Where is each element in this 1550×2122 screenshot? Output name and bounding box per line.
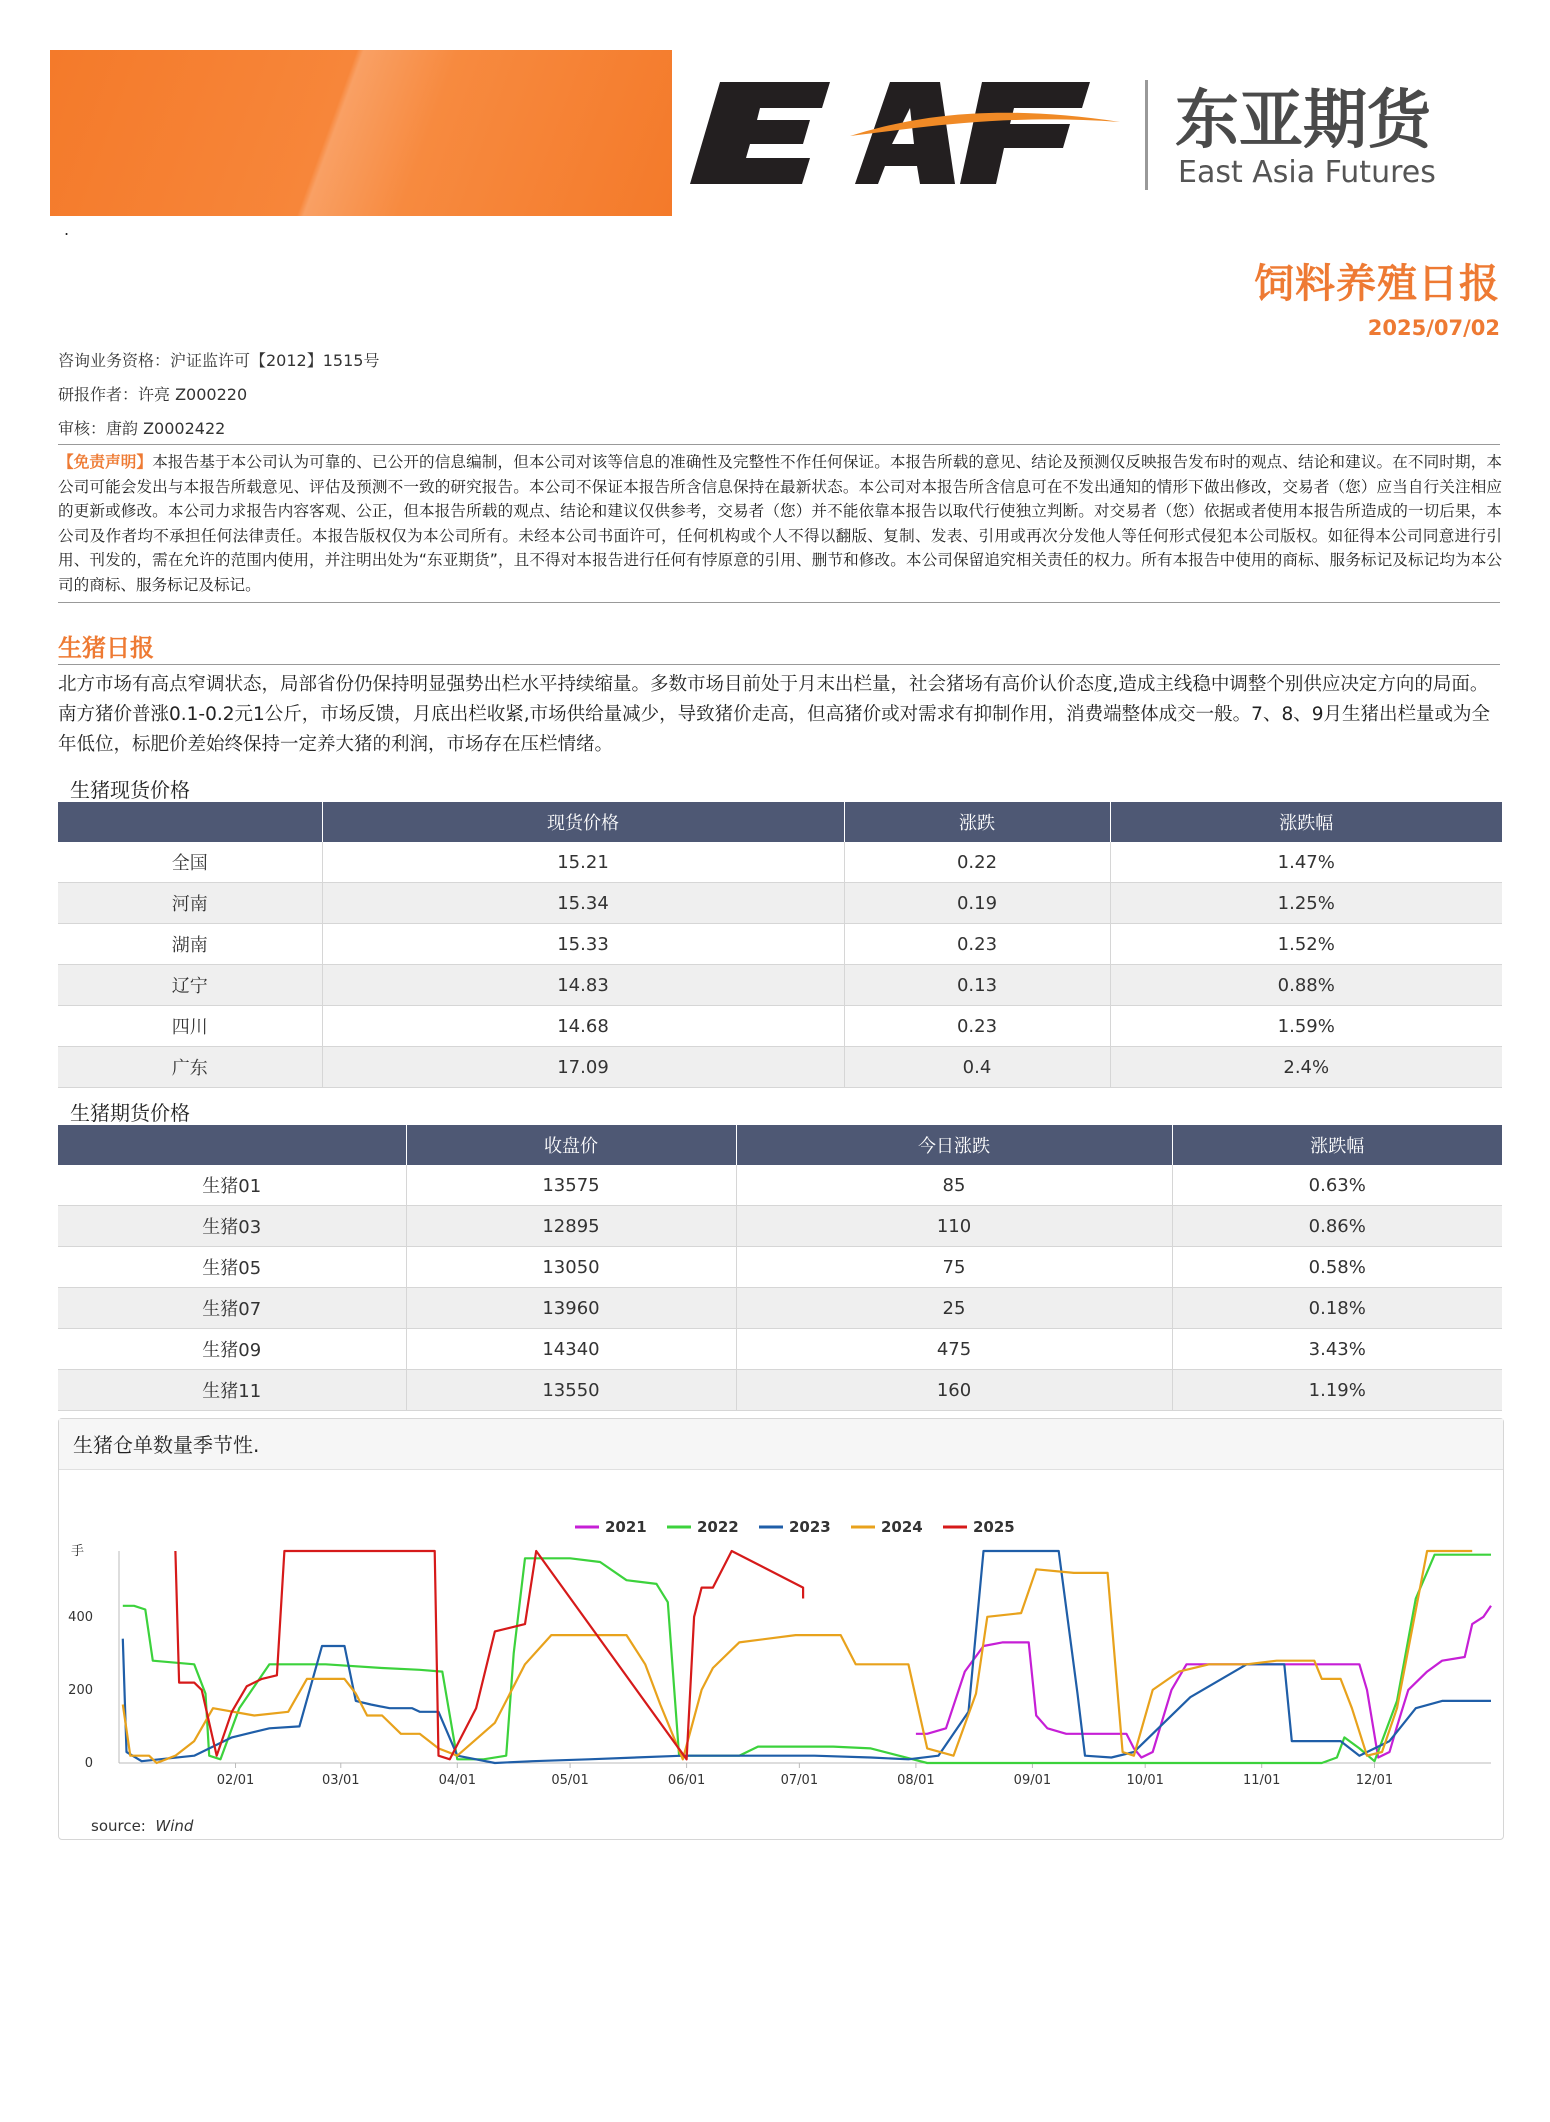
table-header-cell: 涨跌 bbox=[844, 802, 1110, 842]
table-cell: 0.23 bbox=[844, 1006, 1110, 1047]
table-cell: 15.21 bbox=[322, 842, 844, 883]
table-cell: 85 bbox=[736, 1165, 1172, 1206]
table-cell: 0.22 bbox=[844, 842, 1110, 883]
table-cell: 河南 bbox=[58, 883, 322, 924]
table-header-cell bbox=[58, 802, 322, 842]
chart-source bbox=[91, 1817, 193, 1835]
table-row bbox=[58, 883, 1502, 924]
chart-title: 生猪仓单数量季节性. bbox=[59, 1419, 1503, 1470]
table-cell: 辽宁 bbox=[58, 965, 322, 1006]
table-cell: 0.63% bbox=[1172, 1165, 1502, 1206]
y-tick-label: 200 bbox=[68, 1682, 93, 1698]
table-cell: 生猪05 bbox=[58, 1247, 406, 1288]
table-cell: 1.25% bbox=[1110, 883, 1502, 924]
table-row bbox=[58, 965, 1502, 1006]
table-cell: 15.33 bbox=[322, 924, 844, 965]
report-date: 2025/07/02 bbox=[1367, 316, 1500, 340]
table-cell: 生猪03 bbox=[58, 1206, 406, 1247]
table-cell: 12895 bbox=[406, 1206, 736, 1247]
author-info: 研报作者：许亮 Z000220 bbox=[58, 385, 248, 404]
series-line-2022 bbox=[123, 1555, 1491, 1763]
table-cell: 110 bbox=[736, 1206, 1172, 1247]
x-tick-label: 04/01 bbox=[438, 1773, 477, 1788]
warehouse-receipt-chart-card bbox=[58, 1418, 1504, 1840]
table-cell: 四川 bbox=[58, 1006, 322, 1047]
table-cell: 生猪01 bbox=[58, 1165, 406, 1206]
table-cell: 全国 bbox=[58, 842, 322, 883]
table-header-cell: 今日涨跌 bbox=[736, 1125, 1172, 1165]
seasonal-line-chart bbox=[59, 1471, 1503, 1811]
x-tick-label: 08/01 bbox=[897, 1773, 935, 1788]
table-cell: 0.19 bbox=[844, 883, 1110, 924]
table-cell: 17.09 bbox=[322, 1047, 844, 1088]
table-cell: 0.86% bbox=[1172, 1206, 1502, 1247]
table-row bbox=[58, 1047, 1502, 1088]
table-row bbox=[58, 1288, 1502, 1329]
x-tick-label: 07/01 bbox=[780, 1773, 819, 1788]
table-cell: 475 bbox=[736, 1329, 1172, 1370]
table-row bbox=[58, 1206, 1502, 1247]
x-tick-label: 02/01 bbox=[216, 1773, 255, 1788]
brand-name-en: East Asia Futures bbox=[1178, 155, 1436, 190]
table-row bbox=[58, 1370, 1502, 1411]
y-tick-label: 0 bbox=[84, 1756, 93, 1771]
spot-price-table bbox=[58, 802, 1502, 1088]
report-title: 饲料养殖日报 bbox=[1254, 261, 1500, 307]
table-cell: 广东 bbox=[58, 1047, 322, 1088]
legend-label-2023: 2023 bbox=[789, 1518, 831, 1536]
disclaimer-tag: 【免责声明】 bbox=[58, 453, 153, 471]
x-tick-label: 10/01 bbox=[1126, 1773, 1164, 1788]
series-line-2024 bbox=[123, 1551, 1472, 1763]
table-row bbox=[58, 1006, 1502, 1047]
series-line-2021 bbox=[916, 1606, 1491, 1758]
east-asia-futures-logo bbox=[680, 70, 1510, 200]
reviewer-info: 审核：唐韵 Z0002422 bbox=[58, 419, 226, 438]
x-tick-label: 11/01 bbox=[1242, 1773, 1281, 1788]
table-cell: 0.58% bbox=[1172, 1247, 1502, 1288]
brand-name-cn: 东亚期货 bbox=[1175, 84, 1431, 158]
market-summary: 北方市场有高点窄调状态，局部省份仍保持明显强势出栏水平持续缩量。多数市场目前处于月末出栏量，社会猪场有高价认价态度,造成主线稳中调整个别供应决定方向的局面。南方猪价普涨0.1-0.2元1公斤，市场反馈，月底出栏收紧,市场供给量减少，导致猪价走高，但高猪价或对需求有抑制作用，消费端整体成交一般。7、8、9月生猪出栏量或为全年低位，标肥价差始终保持一定养大猪的利润，市场存在压栏情绪。 bbox=[58, 674, 1490, 755]
table-cell: 1.59% bbox=[1110, 1006, 1502, 1047]
table-header-cell: 现货价格 bbox=[322, 802, 844, 842]
table-cell: 160 bbox=[736, 1370, 1172, 1411]
table-cell: 15.34 bbox=[322, 883, 844, 924]
disclaimer-text: 本报告基于本公司认为可靠的、已公开的信息编制，但本公司对该等信息的准确性及完整性不作任何保证。本报告所载的意见、结论及预测仅反映报告发布时的观点、结论和建议。在不同时期，本公司可能会发出与本报告所载意见、评估及预测不一致的研究报告。本公司不保证本报告所含信息保持在最新状态。本公司对本报告所含信息可在不发出通知的情形下做出修改，交易者（您）应当自行关注相应的更新或修改。本公司力求报告内容客观、公正，但本报告所载的观点、结论和建议仅供参考，交易者（您）并不能依靠本报告以取代行使独立判断。对交易者（您）依据或者使用本报告所造成的一切后果，本公司及作者均不承担任何法律责任。本报告版权仅为本公司所有。未经本公司书面许可，任何机构或个人不得以翻版、复制、发表、引用或再次分发他人等任何形式侵犯本公司版权。如征得本公司同意进行引用、刊发的，需在允许的范围内使用，并注明出处为“东亚期货”，且不得对本报告进行任何有悖原意的引用、删节和修改。本公司保留追究相关责任的权力。所有本报告中使用的商标、服务标记及标记均为本公司的商标、服务标记及标记。 bbox=[58, 453, 1502, 594]
y-tick-label: 400 bbox=[68, 1609, 93, 1625]
x-tick-label: 05/01 bbox=[551, 1773, 589, 1788]
table-cell: 1.47% bbox=[1110, 842, 1502, 883]
divider-bottom bbox=[58, 602, 1500, 603]
table-cell: 0.23 bbox=[844, 924, 1110, 965]
disclaimer bbox=[58, 450, 1502, 597]
table-cell: 生猪11 bbox=[58, 1370, 406, 1411]
table-header-cell bbox=[58, 1125, 406, 1165]
table-header-cell: 涨跌幅 bbox=[1110, 802, 1502, 842]
table-row bbox=[58, 842, 1502, 883]
legend-label-2022: 2022 bbox=[697, 1518, 739, 1536]
table-header-cell: 涨跌幅 bbox=[1172, 1125, 1502, 1165]
table-cell: 0.18% bbox=[1172, 1288, 1502, 1329]
source-label: source: bbox=[91, 1817, 146, 1835]
table-cell: 生猪07 bbox=[58, 1288, 406, 1329]
table-cell: 13050 bbox=[406, 1247, 736, 1288]
x-tick-label: 12/01 bbox=[1355, 1773, 1394, 1788]
table-row bbox=[58, 1165, 1502, 1206]
series-line-2023 bbox=[123, 1551, 1491, 1763]
table-cell: 13550 bbox=[406, 1370, 736, 1411]
divider-top bbox=[58, 444, 1500, 445]
table-cell: 14340 bbox=[406, 1329, 736, 1370]
table-cell: 75 bbox=[736, 1247, 1172, 1288]
table-cell: 0.13 bbox=[844, 965, 1110, 1006]
section-divider bbox=[58, 664, 1500, 665]
legend-label-2021: 2021 bbox=[605, 1518, 647, 1536]
table-cell: 生猪09 bbox=[58, 1329, 406, 1370]
table-header-cell: 收盘价 bbox=[406, 1125, 736, 1165]
table-cell: 0.4 bbox=[844, 1047, 1110, 1088]
section-title: 生猪日报 bbox=[58, 634, 154, 662]
table-cell: 0.88% bbox=[1110, 965, 1502, 1006]
table-cell: 25 bbox=[736, 1288, 1172, 1329]
table-row bbox=[58, 1247, 1502, 1288]
legend-label-2025: 2025 bbox=[973, 1518, 1015, 1536]
x-tick-label: 03/01 bbox=[322, 1773, 360, 1788]
futures-price-table bbox=[58, 1125, 1502, 1411]
table-header-row bbox=[58, 802, 1502, 842]
header-orange-band bbox=[50, 50, 672, 216]
y-axis-unit-label: 手 bbox=[71, 1544, 85, 1559]
table-cell: 2.4% bbox=[1110, 1047, 1502, 1088]
table-cell: 13575 bbox=[406, 1165, 736, 1206]
table-cell: 13960 bbox=[406, 1288, 736, 1329]
table-cell: 湖南 bbox=[58, 924, 322, 965]
license-info: 咨询业务资格：沪证监许可【2012】1515号 bbox=[58, 351, 380, 370]
source-name: Wind bbox=[155, 1817, 194, 1835]
x-tick-label: 06/01 bbox=[667, 1773, 706, 1788]
table-header-row bbox=[58, 1125, 1502, 1165]
table-row bbox=[58, 924, 1502, 965]
table-row bbox=[58, 1329, 1502, 1370]
table-cell: 14.83 bbox=[322, 965, 844, 1006]
table-cell: 3.43% bbox=[1172, 1329, 1502, 1370]
legend-label-2024: 2024 bbox=[881, 1518, 923, 1536]
table-cell: 1.19% bbox=[1172, 1370, 1502, 1411]
futures-table-caption: 生猪期货价格 bbox=[70, 1101, 190, 1125]
table-cell: 14.68 bbox=[322, 1006, 844, 1047]
table-cell: 1.52% bbox=[1110, 924, 1502, 965]
header-dot: . bbox=[64, 220, 70, 239]
spot-table-caption: 生猪现货价格 bbox=[70, 778, 190, 802]
x-tick-label: 09/01 bbox=[1013, 1773, 1052, 1788]
